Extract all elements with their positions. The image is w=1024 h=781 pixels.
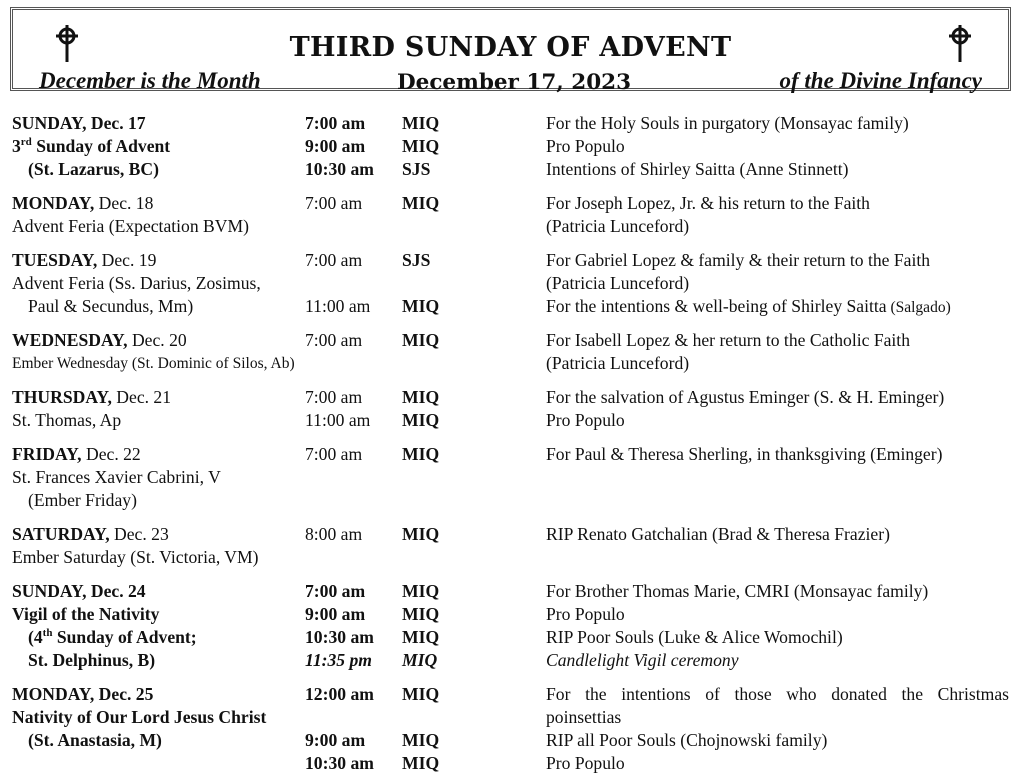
month-dedication-left: December is the Month [39, 68, 261, 93]
mass-location: MIQ [402, 296, 440, 316]
intention-text: RIP Renato Gatchalian (Brad & Theresa Frazier) [546, 524, 890, 544]
mass-time: 11:00 am [305, 410, 371, 430]
mass-intention [546, 215, 689, 238]
day-bold: FRIDAY, [12, 444, 82, 464]
day-plain: St. Frances Xavier Cabrini, V [12, 467, 221, 487]
day-plain: Ember Wednesday (St. Dominic of Silos, Ab) [12, 355, 295, 372]
day-separator [0, 181, 1024, 192]
mass-time: 7:00 am [305, 581, 366, 601]
intention-text: For Joseph Lopez, Jr. & his return to the Faith [546, 193, 870, 213]
mass-location: MIQ [402, 387, 440, 407]
day-block [0, 443, 1024, 512]
day-plain: St. Thomas, Ap [12, 410, 122, 430]
mass-time: 12:00 am [305, 684, 374, 704]
day-bold: (St. Lazarus, BC) [28, 159, 159, 179]
mass-intention [546, 580, 928, 603]
intention-text: For Paul & Theresa Sherling, in thanksgiving (Eminger) [546, 444, 943, 464]
day-label [12, 386, 171, 409]
schedule-line [0, 489, 1024, 512]
intention-text: (Patricia Lunceford) [546, 216, 690, 236]
page-title: THIRD SUNDAY OF ADVENT [289, 32, 732, 63]
mass-time: 10:30 am [305, 627, 374, 647]
mass-location: MIQ [402, 684, 440, 704]
schedule-line [0, 112, 1024, 135]
schedule-line [0, 272, 1024, 295]
schedule-line [0, 706, 1024, 729]
day-rest: Dec. 23 [109, 524, 169, 544]
mass-location: MIQ [402, 627, 440, 647]
intention-text: Pro Populo [546, 136, 625, 156]
day-block [0, 580, 1024, 672]
mass-intention [546, 386, 944, 409]
mass-time: 7:00 am [305, 113, 366, 133]
bulletin-header [10, 7, 1011, 95]
intention-text: For Gabriel Lopez & family & their return to the Faith [546, 250, 931, 270]
day-plain: Advent Feria (Expectation BVM) [12, 216, 249, 236]
mass-intention [546, 443, 942, 466]
mass-intention [546, 295, 951, 319]
day-bold-pre: 3 [12, 136, 21, 156]
schedule-line [0, 158, 1024, 181]
mass-intention [546, 729, 827, 752]
day-bold: Nativity of Our Lord Jesus Christ [12, 707, 267, 727]
schedule-line [0, 729, 1024, 752]
schedule-line [0, 752, 1024, 775]
day-label [12, 192, 153, 215]
mass-intention [546, 603, 625, 626]
day-plain: Paul & Secundus, Mm) [28, 296, 194, 316]
mass-location: MIQ [402, 113, 440, 133]
mass-intention [546, 626, 843, 649]
mass-location: MIQ [402, 581, 440, 601]
mass-location: MIQ [402, 753, 440, 773]
day-label [12, 409, 121, 432]
schedule-line [0, 626, 1024, 649]
mass-intention [546, 752, 625, 775]
mass-time: 10:30 am [305, 159, 374, 179]
day-separator [0, 238, 1024, 249]
day-label [12, 729, 162, 752]
mass-time: 8:00 am [305, 524, 363, 544]
day-label [12, 626, 197, 649]
mass-time: 10:30 am [305, 753, 374, 773]
day-label [12, 443, 141, 466]
mass-intention [546, 249, 930, 272]
mass-intention [546, 649, 739, 672]
intention-text: (Patricia Lunceford) [546, 273, 690, 293]
day-rest: Dec. 19 [97, 250, 157, 270]
day-separator [0, 318, 1024, 329]
day-label [12, 706, 266, 729]
day-separator [0, 672, 1024, 683]
day-label [12, 489, 137, 512]
intention-donor: (Salgado) [886, 299, 951, 316]
month-dedication-right: of the Divine Infancy [779, 68, 982, 93]
mass-time: 9:00 am [305, 136, 366, 156]
mass-time: 7:00 am [305, 193, 363, 213]
day-bold: MONDAY, [12, 193, 95, 213]
mass-schedule [0, 112, 1024, 775]
schedule-line [0, 215, 1024, 238]
day-label [12, 466, 221, 489]
day-label [12, 329, 187, 352]
mass-location: MIQ [402, 524, 440, 544]
schedule-line [0, 352, 1024, 375]
day-block [0, 112, 1024, 181]
day-bold: St. Delphinus, B) [28, 650, 156, 670]
day-sup: rd [20, 136, 32, 148]
day-label [12, 580, 146, 603]
day-block [0, 683, 1024, 775]
day-rest: Dec. 21 [111, 387, 172, 407]
mass-location: MIQ [402, 136, 440, 156]
day-plain: Advent Feria (Ss. Darius, Zosimus, [12, 273, 261, 293]
day-label [12, 295, 193, 318]
day-bold-pre: (4 [28, 627, 43, 647]
day-label [12, 215, 249, 238]
bulletin-date: December 17, 2023 [397, 70, 632, 95]
mass-time: 7:00 am [305, 444, 363, 464]
day-block [0, 192, 1024, 238]
day-sup: th [42, 627, 53, 639]
day-label [12, 352, 295, 375]
mass-location: SJS [402, 159, 431, 179]
schedule-line [0, 295, 1024, 318]
day-rest: Dec. 20 [127, 330, 187, 350]
schedule-line [0, 523, 1024, 546]
intention-text: For the intentions & well-being of Shirley Saitta [546, 296, 887, 316]
day-block [0, 523, 1024, 569]
schedule-line [0, 386, 1024, 409]
day-label [12, 158, 159, 181]
schedule-line [0, 649, 1024, 672]
mass-intention [546, 135, 625, 158]
schedule-line [0, 135, 1024, 158]
mass-location: MIQ [402, 410, 440, 430]
schedule-line [0, 329, 1024, 352]
mass-intention [546, 192, 870, 215]
day-bold: SUNDAY, Dec. 24 [12, 581, 146, 601]
mass-time: 7:00 am [305, 387, 363, 407]
day-bold: SATURDAY, [12, 524, 110, 544]
day-plain: (Ember Friday) [28, 490, 137, 510]
day-rest: Dec. 18 [94, 193, 154, 213]
day-separator [0, 432, 1024, 443]
schedule-line [0, 249, 1024, 272]
mass-intention [546, 706, 621, 729]
day-bold: TUESDAY, [12, 250, 98, 270]
mass-location: MIQ [402, 650, 438, 670]
mass-time: 9:00 am [305, 604, 366, 624]
mass-time: 7:00 am [305, 330, 363, 350]
day-separator [0, 569, 1024, 580]
day-label [12, 649, 155, 672]
intention-text: Pro Populo [546, 410, 625, 430]
mass-intention [546, 352, 689, 375]
intention-text: poinsettias [546, 707, 622, 727]
mass-intention [546, 409, 625, 432]
mass-intention [546, 523, 890, 546]
mass-location: MIQ [402, 330, 440, 350]
day-block [0, 329, 1024, 375]
day-block [0, 249, 1024, 318]
day-label [12, 546, 259, 569]
mass-location: MIQ [402, 604, 440, 624]
intention-text: For the intentions of those who donated the Christmas [546, 684, 1009, 704]
intention-text: Intentions of Shirley Saitta (Anne Stinnett) [546, 159, 849, 179]
intention-text: Pro Populo [546, 753, 625, 773]
mass-time: 7:00 am [305, 250, 363, 270]
mass-intention [546, 112, 909, 135]
day-bold: Vigil of the Nativity [12, 604, 160, 624]
intention-text: Candlelight Vigil ceremony [546, 650, 739, 670]
day-label [12, 603, 159, 626]
mass-location: MIQ [402, 444, 440, 464]
intention-text: For the Holy Souls in purgatory (Monsayac family) [546, 113, 909, 133]
mass-intention [546, 272, 689, 295]
day-label [12, 523, 169, 546]
mass-location: MIQ [402, 730, 440, 750]
mass-intention [546, 158, 848, 181]
day-bold: WEDNESDAY, [12, 330, 128, 350]
day-label [12, 112, 146, 135]
day-separator [0, 512, 1024, 523]
schedule-line [0, 580, 1024, 603]
schedule-line [0, 443, 1024, 466]
day-bold: (St. Anastasia, M) [28, 730, 162, 750]
intention-text: For the salvation of Agustus Eminger (S. & H. Eminger) [546, 387, 945, 407]
day-bold: SUNDAY, Dec. 17 [12, 113, 146, 133]
intention-text: RIP Poor Souls (Luke & Alice Womochil) [546, 627, 843, 647]
intention-text: (Patricia Lunceford) [546, 353, 690, 373]
day-label [12, 135, 170, 158]
schedule-line [0, 546, 1024, 569]
mass-time: 11:35 pm [305, 650, 372, 670]
day-plain: Ember Saturday (St. Victoria, VM) [12, 547, 259, 567]
day-block [0, 386, 1024, 432]
day-rest: Dec. 22 [81, 444, 141, 464]
mass-intention [546, 683, 1009, 706]
intention-text: RIP all Poor Souls (Chojnowski family) [546, 730, 828, 750]
day-label [12, 272, 261, 295]
day-separator [0, 375, 1024, 386]
mass-location: MIQ [402, 193, 440, 213]
day-bold: THURSDAY, [12, 387, 112, 407]
schedule-line [0, 603, 1024, 626]
schedule-line [0, 683, 1024, 706]
mass-location: SJS [402, 250, 431, 270]
intention-text: Pro Populo [546, 604, 625, 624]
mass-time: 9:00 am [305, 730, 366, 750]
mass-time: 11:00 am [305, 296, 371, 316]
schedule-line [0, 409, 1024, 432]
schedule-line [0, 466, 1024, 489]
intention-text: For Brother Thomas Marie, CMRI (Monsayac family) [546, 581, 929, 601]
day-bold: Sunday of Advent [31, 136, 171, 156]
day-bold: Sunday of Advent; [52, 627, 197, 647]
day-bold: MONDAY, Dec. 25 [12, 684, 154, 704]
day-label [12, 683, 153, 706]
mass-intention [546, 329, 910, 352]
intention-text: For Isabell Lopez & her return to the Catholic Faith [546, 330, 910, 350]
schedule-line [0, 192, 1024, 215]
day-label [12, 249, 156, 272]
